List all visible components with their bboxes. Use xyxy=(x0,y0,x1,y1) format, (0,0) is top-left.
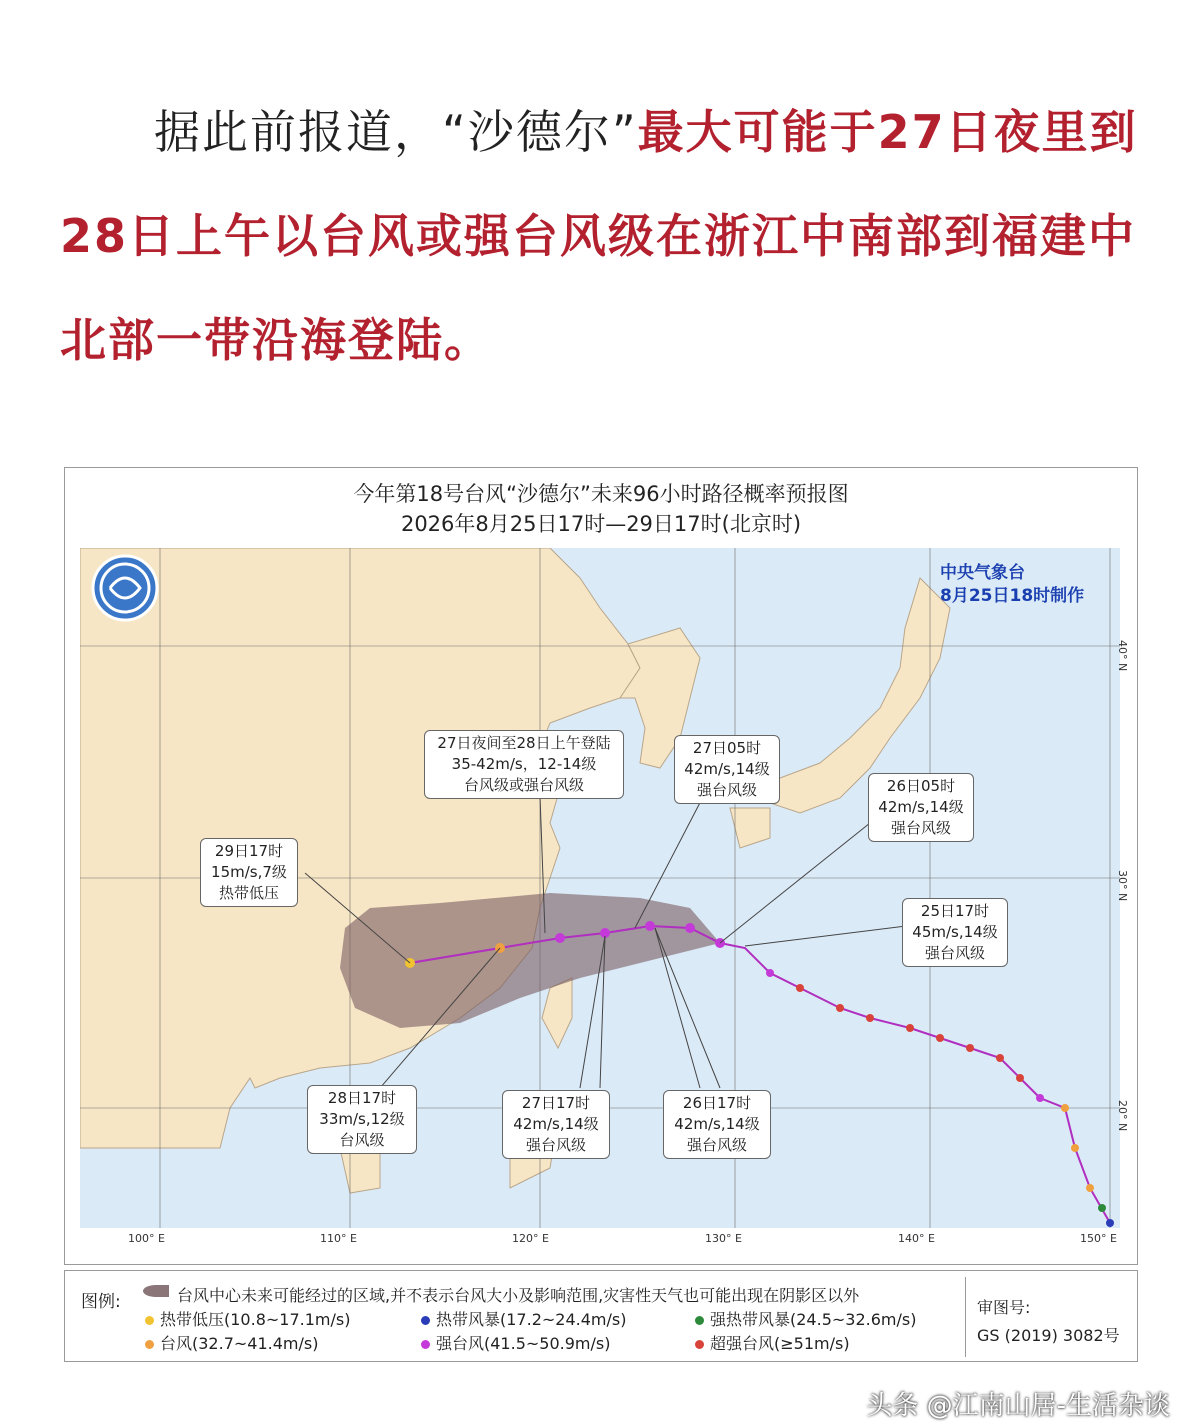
legend-title: 图例: xyxy=(81,1292,121,1312)
callout-line: 26日17时 xyxy=(682,1094,752,1112)
callout-line: 35-42m/s，12-14级 xyxy=(451,755,597,773)
legend-sty: 强台风(41.5~50.9m/s) xyxy=(421,1331,610,1354)
callout-line: 42m/s,14级 xyxy=(684,760,770,778)
legend-divider xyxy=(965,1277,966,1357)
map-subtitle: 2026年8月25日17时—29日17时(北京时) xyxy=(400,512,802,536)
callout-26-05 xyxy=(868,773,974,842)
callout-line: 42m/s,14级 xyxy=(674,1115,760,1133)
legend-superty: 超强台风(≥51m/s) xyxy=(695,1331,850,1354)
callout-25-17 xyxy=(902,898,1008,967)
callout-line: 26日05时 xyxy=(886,777,956,795)
callout-line: 29日17时 xyxy=(214,842,284,860)
callout-line: 42m/s,14级 xyxy=(513,1115,599,1133)
callout-27-05 xyxy=(674,735,780,804)
callout-line: 45m/s,14级 xyxy=(912,923,998,941)
map-title: 今年第18号台风“沙德尔”未来96小时路径概率预报图 xyxy=(353,482,849,506)
callout-line: 25日17时 xyxy=(920,902,990,920)
cone-swatch-icon xyxy=(143,1285,169,1297)
callout-line: 27日夜间至28日上午登陆 xyxy=(437,734,611,752)
callout-line: 27日17时 xyxy=(521,1094,591,1112)
callout-line: 台风级或强台风级 xyxy=(463,776,584,794)
watermark: 头条 @江南山居-生活杂谈 xyxy=(866,1391,1170,1421)
legend-ty: 台风(32.7~41.4m/s) xyxy=(145,1331,318,1354)
callout-line: 强台风级 xyxy=(686,1136,747,1154)
cma-logo xyxy=(93,556,157,620)
legend-ts: 热带风暴(17.2~24.4m/s) xyxy=(421,1307,626,1330)
headline xyxy=(60,80,1150,392)
callout-line: 28日17时 xyxy=(327,1089,397,1107)
map-legend xyxy=(64,1270,1138,1362)
sts-dot-icon xyxy=(695,1316,704,1325)
callout-landfall xyxy=(424,730,624,799)
legend-cone-text: 台风中心未来可能经过的区域,并不表示台风大小及影响范围,灾害性天气也可能出现在阴影区以外 xyxy=(177,1286,860,1305)
legend-td: 热带低压(10.8~17.1m/s) xyxy=(145,1307,350,1330)
ty-dot-icon xyxy=(145,1340,154,1349)
lon-label: 130° E xyxy=(705,1232,742,1245)
approval-number: GS (2019) 3082号 xyxy=(977,1326,1120,1345)
callout-28-17 xyxy=(307,1085,417,1154)
lat-label: 40° N xyxy=(1116,640,1129,672)
lon-label: 140° E xyxy=(898,1232,935,1245)
lon-label: 120° E xyxy=(512,1232,549,1245)
superty-dot-icon xyxy=(695,1340,704,1349)
issuer-label: 中央气象台 xyxy=(940,563,1025,583)
callout-line: 强台风级 xyxy=(696,781,757,799)
legend-sts: 强热带风暴(24.5~32.6m/s) xyxy=(695,1307,916,1330)
callout-line: 强台风级 xyxy=(890,819,951,837)
callout-line: 27日05时 xyxy=(692,739,762,757)
lat-label: 30° N xyxy=(1116,870,1129,902)
headline-normal: 据此前报道，“沙德尔” xyxy=(154,105,638,159)
lon-label: 110° E xyxy=(320,1232,357,1245)
callout-line: 强台风级 xyxy=(924,944,985,962)
sty-dot-icon xyxy=(421,1340,430,1349)
approval-label: 审图号: xyxy=(977,1298,1031,1317)
headline-highlight: 最大可能于27日夜里到28日上午以台风或强台风级在浙江中南部到福建中北部一带沿海登陆。 xyxy=(60,105,1138,367)
td-dot-icon xyxy=(145,1316,154,1325)
callout-line: 42m/s,14级 xyxy=(878,798,964,816)
callout-26-17 xyxy=(663,1090,771,1159)
callout-line: 15m/s,7级 xyxy=(211,863,287,881)
callout-line: 强台风级 xyxy=(525,1136,586,1154)
ts-dot-icon xyxy=(421,1316,430,1325)
lon-label: 150° E xyxy=(1080,1232,1117,1245)
callout-line: 33m/s,12级 xyxy=(319,1110,405,1128)
callout-27-17 xyxy=(502,1090,610,1159)
callout-29-17 xyxy=(200,838,298,907)
lat-label: 20° N xyxy=(1116,1100,1129,1132)
callout-line: 热带低压 xyxy=(218,884,279,902)
lon-label: 100° E xyxy=(128,1232,165,1245)
callout-line: 台风级 xyxy=(339,1131,385,1149)
issued-time: 8月25日18时制作 xyxy=(940,586,1085,606)
